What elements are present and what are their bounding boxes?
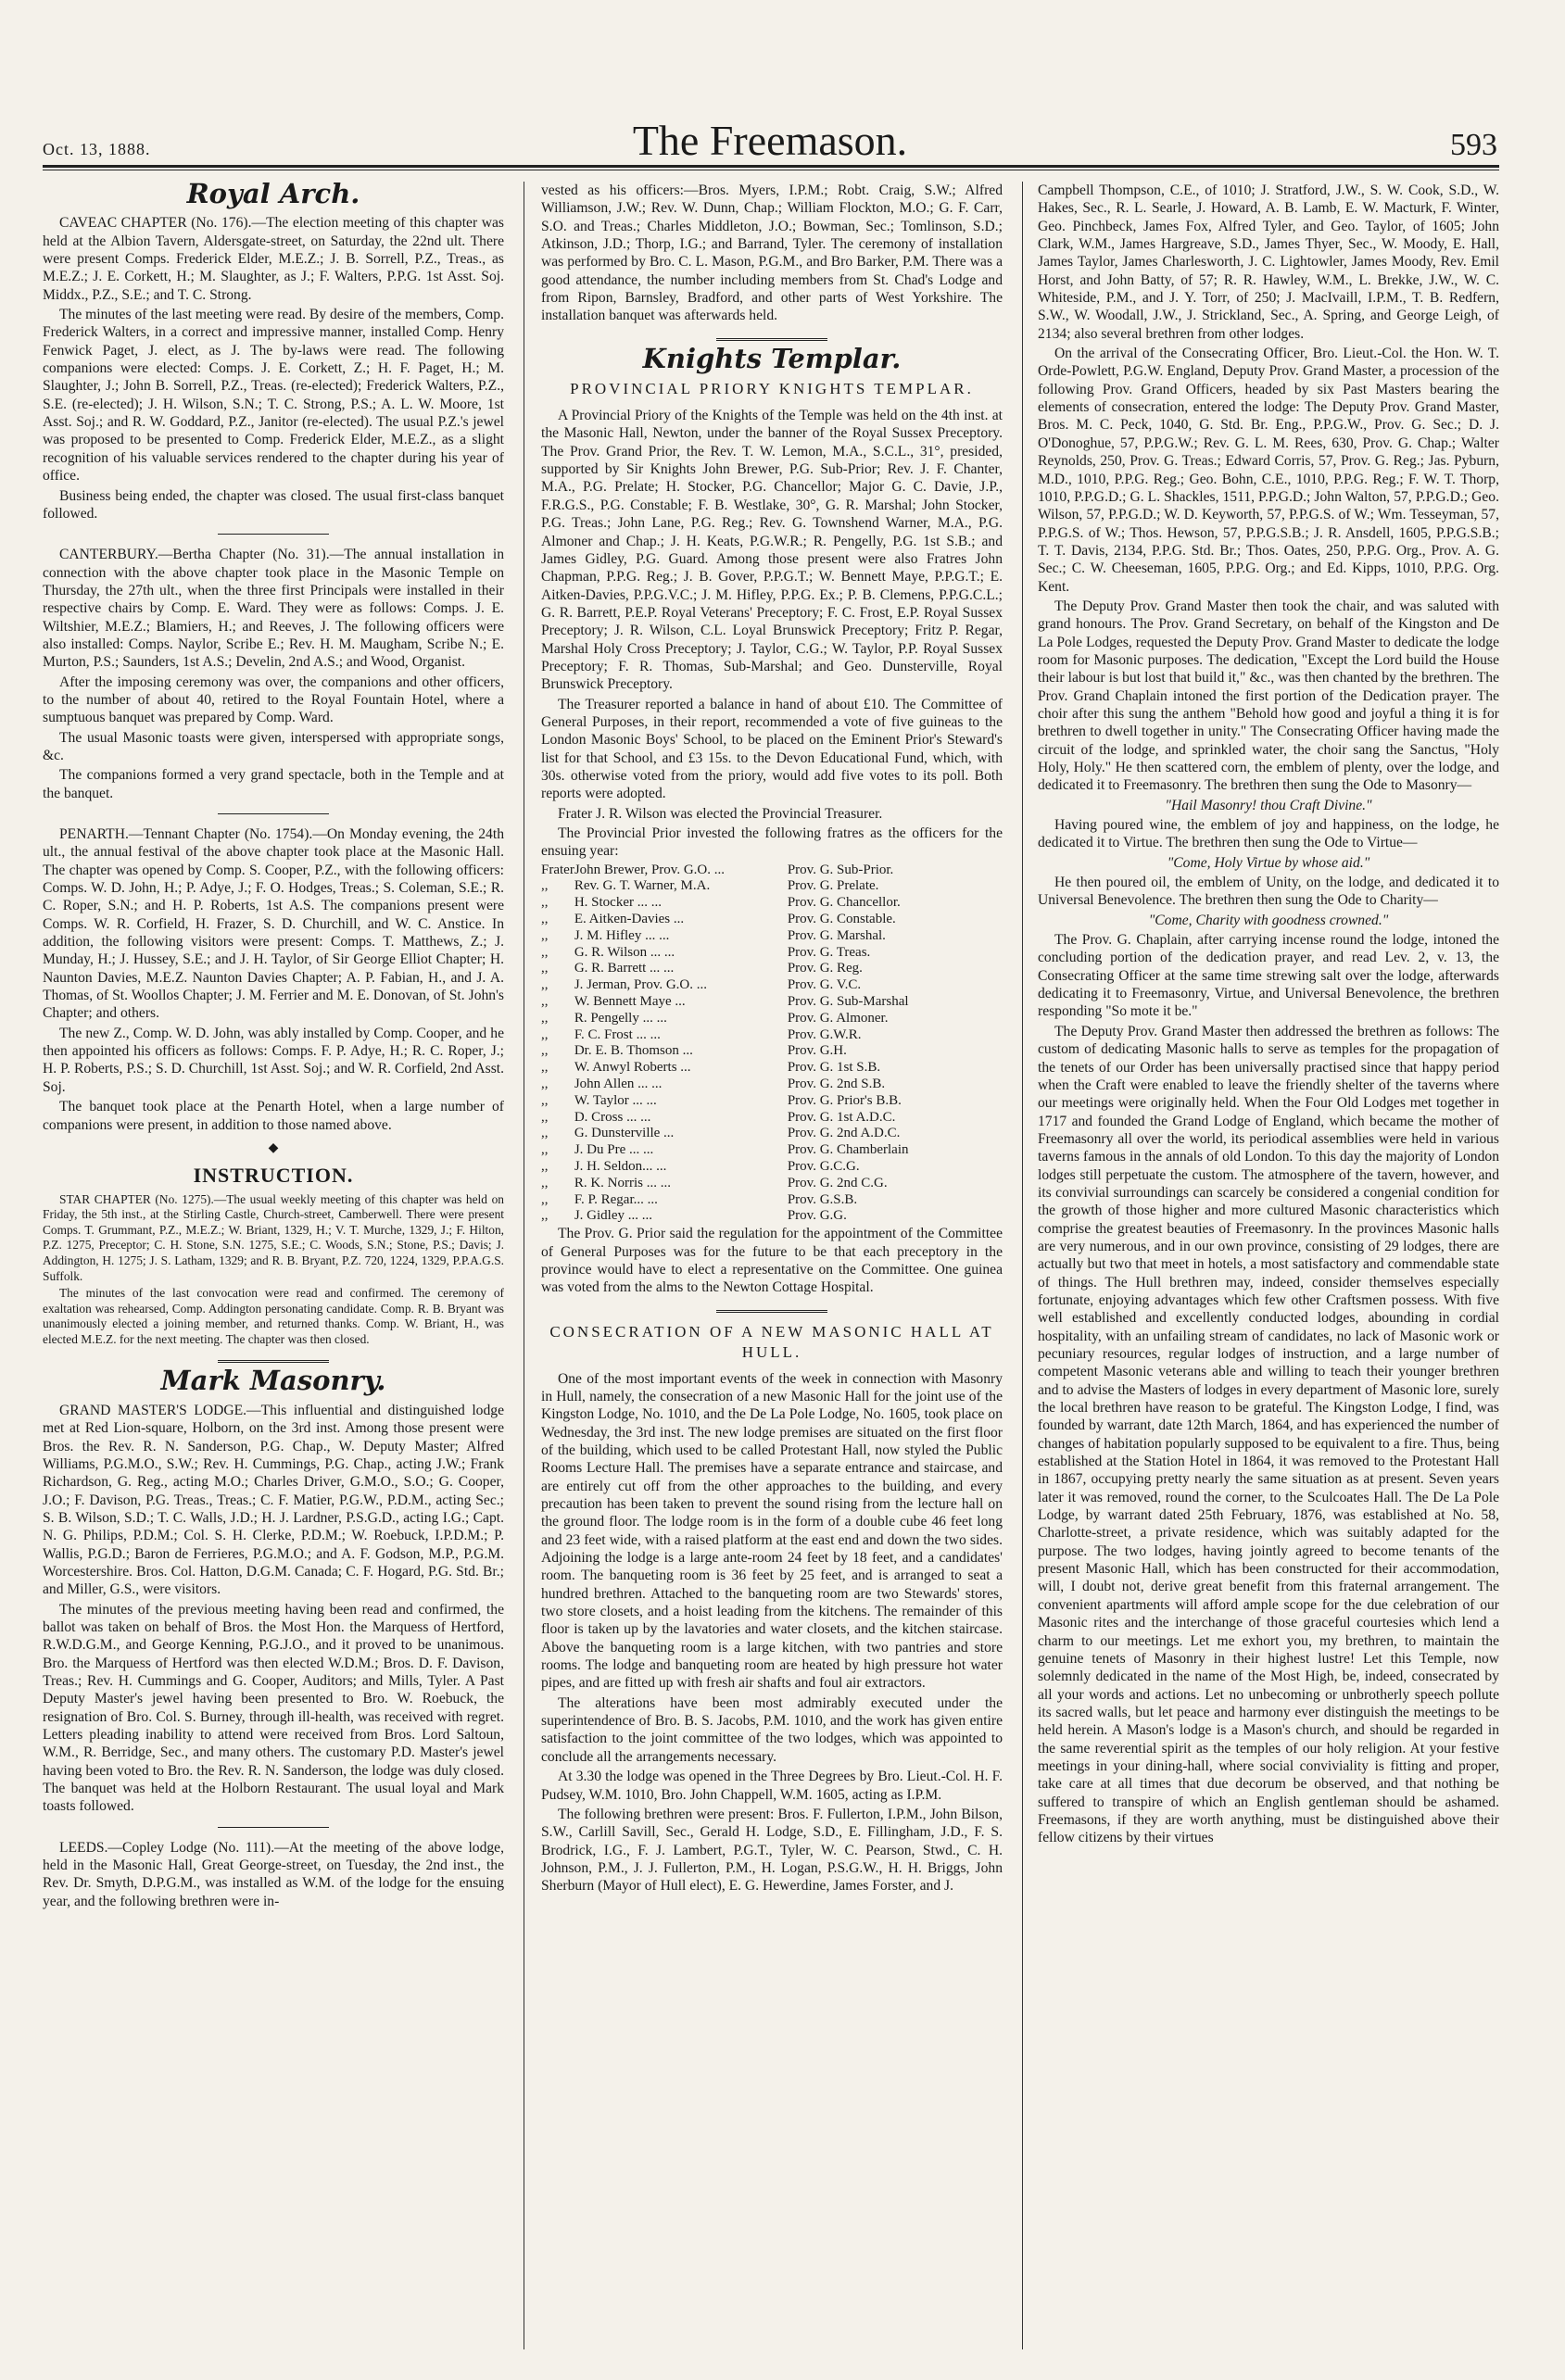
- article-paragraph: STAR CHAPTER (No. 1275).—The usual weekly meeting of this chapter was held on Friday, the 5th inst., at the Stirling Castle, Church-street, Camberwell. There were present Comps. T. Grummant, P.Z., M.E.Z.; W. Briant, 1329, H.; V. T. Murche, 1329, J.; F. Hilton, P.Z. 1275, Preceptor; C. H. Stone, S.N. 1275, S.E.; C. Woods, S.N.; Stone, P.S.; Davis; J. Addington, H. 1275; J. S. Latham, 1329; and R. B. Bryant, P.Z. 720, 1224, 1329, P.P.A.G.S. Suffolk.: [43, 1191, 504, 1283]
- officer-office: Prov. G.S.B.: [787, 1191, 858, 1207]
- article-paragraph: The Deputy Prov. Grand Master then addressed the brethren as follows: The custom of dedicating Masonic halls to serve as temples for the propagation of the tenets of our Order has been universally practised since that happy period when the Craft were enabled to leave the friendly shelter of the taverns where our meetings were originally held. When the Four Old Lodges met together in 1717 and founded the Grand Lodge of England, which became the mother of Freemasonry all over the world, its periodical assemblies were held in various taverns famous in the annals of old London. To this day the majority of London lodges still perpetuate the custom. The atmosphere of the tavern, however, and its convivial surroundings can scarcely be considered a congenial condition for the growth of those higher and more cultured Masonic characteristics which comprise the greatest beauties of Freemasonry. In the provinces Masonic halls are very numerous, and in our own province, consisting of 29 lodges, there are actually but two that meet in hotels, a most satisfactory and commendable state of things. The Hull brethren may, indeed, consider themselves especially fortunate, enjoying advantages which few other Craftsmen possess. With five well established and excellently conducted lodges, abounding in cordial hospitality, with an unfailing stream of candidates, no lack of Masonic work or pecuniary resources, regular lodges of instruction, and a large number of competent Masonic veterans able and willing to teach their younger brethren and to advise the Masters of lodges in every department of Masonic lore, surely the local brethren have reason to be grateful. The Kingston Lodge, I find, was founded by warrant, date 12th March, 1864, and has experienced the number of changes of habitation popularly supposed to be equivalent to a fire. Thus, being established at the Station Hotel in 1864, it was removed to the Protestant Hall in 1867, occupying pretty nearly the same situation as at present. Seven years later it was removed, round the corner, to the Sculcoates Hall. The De La Pole Lodge, by warrant dated 25th February, 1876, was established at No. 58, Charlotte-street, a private residence, which was suitably adapted for the purpose. The two lodges, having jointly agreed to become tenants of the present Masonic Hall, which has been constructed for their accommodation, will, I doubt not, derive great benefit from this fraternal arrangement. The convenient apartments will afford ample scope for the due celebration of our Masonic rites and the interchange of those graceful courtesies which lend a charm to our meetings. Let me exhort you, my brethren, to maintain the genuine tenets of Masonry in their highest lustre! Let this Temple, now solemnly dedicated in the name of the Most High, be, indeed, consecrated by all your words and actions. Let no unbecoming or unbrotherly speech pollute its sacred walls, but let peace and harmony ever distinguish the meetings to be held herein. A Mason's lodge is a Mason's church, and should be regarded in the same reverential spirit as the temples of our holy religion. At your festive meetings in your dining-hall, where social conviviality is fitting and proper, take care at all times that due decorum be observed, and that nothing be suffered to transpire of which an English gentleman should be ashamed. Freemasons, if they are worth anything, must be distinguished above their fellow citizens by their virtues: [1038, 1023, 1499, 1846]
- article-paragraph: The usual Masonic toasts were given, interspersed with appropriate songs, &c.: [43, 729, 504, 763]
- section-heading-instruction: INSTRUCTION.: [193, 1164, 354, 1188]
- officer-office: Prov. G. Sub-Prior.: [787, 862, 894, 877]
- officer-prefix: ,,: [541, 1159, 549, 1175]
- officer-row: [541, 1142, 1003, 1159]
- officer-prefix: ,,: [541, 1191, 549, 1207]
- officer-prefix: ,,: [541, 1126, 549, 1141]
- officer-office: Prov. G.H.: [787, 1043, 847, 1059]
- officer-prefix: ,,: [541, 1026, 549, 1042]
- officer-row: [541, 961, 1003, 977]
- article-paragraph: CANTERBURY.—Bertha Chapter (No. 31).—The annual installation in connection with the above chapter took place in the Masonic Temple on Thursday, the 27th ult., when the three first Principals were installed in their respective chairs by Comp. E. Ward. They were as follows: Comps. J. E. Wiltshier, M.E.Z.; Blamiers, H.; and Reeves, J. The following officers were also installed: Comps. Naylor, Scribe E.; Rev. H. M. Maugham, Scribe N.; E. Murton, P.S.; Saunders, 1st A.S.; Develin, 2nd A.S.; and Wood, Organist.: [43, 547, 504, 671]
- article-paragraph: The Provincial Prior invested the following fratres as the officers for the ensuing year:: [541, 825, 1003, 860]
- article-paragraph: The minutes of the last convocation were read and confirmed. The ceremony of exaltation was rehearsed, Comp. Addington personating candidate. Comp. R. B. Bryant was unanimously elected a joining member, and returned thanks. Comp. W. Briant, H., was elected M.E.Z. for the next meeting. The chapter was then closed.: [43, 1286, 504, 1346]
- officer-row: [541, 994, 1003, 1011]
- article-paragraph: At 3.30 the lodge was opened in the Three Degrees by Bro. Lieut.-Col. H. F. Pudsey, W.M. 1010, Bro. John Chappell, W.M. 1605, acting as I.P.M.: [541, 1769, 1003, 1803]
- officer-prefix: ,,: [541, 961, 549, 976]
- article-paragraph: Frater J. R. Wilson was elected the Provincial Treasurer.: [558, 805, 883, 822]
- article-paragraph: The alterations have been most admirably executed under the superintendence of Bro. B. S. Jacobs, P.M. 1010, and the work has given entire satisfaction to the joint committee of the two lodges, which was appointed to conclude all the arrangements necessary.: [541, 1694, 1003, 1765]
- officer-prefix: ,,: [541, 1077, 549, 1092]
- officer-office: Prov. G. 1st A.D.C.: [787, 1109, 896, 1125]
- officer-name: J. M. Hifley ... ...: [574, 927, 670, 943]
- article-paragraph: The Prov. G. Prior said the regulation for the appointment of the Committee of General Purposes was for the future to be that each preceptory in the province would have to elect a representative on the Committee. One guinea was voted from the alms to the Newton Cottage Hospital.: [541, 1226, 1003, 1296]
- officer-office: Prov. G. Chancellor.: [787, 895, 901, 911]
- officer-prefix: ,,: [541, 977, 549, 993]
- officer-prefix: ,,: [541, 1208, 549, 1224]
- officer-prefix: ,,: [541, 1043, 549, 1059]
- officer-name: J. Gidley ... ...: [574, 1208, 652, 1224]
- page-header: [43, 117, 1497, 164]
- separator: [218, 813, 329, 814]
- officer-office: Prov. G. Constable.: [787, 912, 896, 927]
- column-3: [1038, 182, 1499, 1849]
- article-heading-provincial-priory: PROVINCIAL PRIORY KNIGHTS TEMPLAR.: [570, 380, 974, 398]
- section-heading-knights-templar: Knights Templar.: [642, 342, 902, 374]
- officer-prefix: ,,: [541, 927, 549, 943]
- ode-line: "Come, Holy Virtue by whose aid.": [1167, 854, 1370, 871]
- officer-row: [541, 1110, 1003, 1127]
- article-heading-hull-consecration: CONSECRATION OF A NEW MASONIC HALL AT HULL.: [549, 1322, 994, 1361]
- officer-name: R. Pengelly ... ...: [574, 1010, 667, 1026]
- page-number: 593: [1450, 128, 1497, 162]
- officer-row: [541, 1027, 1003, 1044]
- officer-office: Prov. G. Prior's B.B.: [787, 1092, 902, 1108]
- separator: [218, 534, 329, 535]
- officer-row: [541, 1093, 1003, 1110]
- article-paragraph: The minutes of the last meeting were read. By desire of the members, Comp. Frederick Walters, in a correct and impressive manner, installed Comp. Henry Fenwick Paget, J. elect, as J. The by-laws were read. The following companions were elected: Comps. J. E. Corkett, Z.; H. F. Paget, H.; M. Slaughter, J.; John B. Sorrell, P.Z., Treas. (re-elected); Frederick Walters, P.Z., S.E. (re-elected); J. H. Wilson, S.N.; T. C. Strong, P.S.; A. L. W. Moore, 1st Asst. Soj.; and R. W. Goddard, P.Z., Janitor (re-elected). The usual P.Z.'s jewel was proposed to be presented to Comp. Frederick Elder, M.E.Z., as a slight recognition of his valuable services rendered to the chapter during his year of office.: [43, 307, 504, 485]
- officer-prefix: ,,: [541, 1060, 549, 1076]
- officer-row: [541, 863, 1003, 879]
- officer-row: [541, 1176, 1003, 1192]
- officer-office: Prov. G.C.G.: [787, 1159, 860, 1175]
- officer-prefix: ,,: [541, 878, 549, 894]
- section-heading-mark-masonry: Mark Masonry.: [160, 1365, 386, 1397]
- officer-row: [541, 1159, 1003, 1176]
- article-paragraph: The banquet took place at the Penarth Hotel, when a large number of companions were present, in addition to those named above.: [43, 1099, 504, 1133]
- officer-row: [541, 977, 1003, 994]
- officer-name: E. Aitken-Davies ...: [574, 912, 685, 927]
- officer-name: G. Dunsterville ...: [574, 1126, 675, 1141]
- double-separator: [716, 338, 827, 341]
- officer-row: [541, 1060, 1003, 1077]
- article-paragraph: Having poured wine, the emblem of joy and happiness, on the lodge, he dedicated it to Virtue. The brethren then sung the Ode to Virtue—: [1038, 817, 1499, 851]
- officer-row: [541, 1208, 1003, 1225]
- officer-prefix: ,,: [541, 1010, 549, 1026]
- section-heading-royal-arch: Royal Arch.: [186, 178, 360, 209]
- double-separator: [218, 1360, 329, 1363]
- officer-name: G. R. Barrett ... ...: [574, 961, 675, 976]
- officer-office: Prov. G.G.: [787, 1208, 847, 1224]
- officer-name: F. P. Regar... ...: [574, 1191, 658, 1207]
- officer-row: [541, 945, 1003, 962]
- officer-row: [541, 1011, 1003, 1027]
- officer-name: J. H. Seldon... ...: [574, 1159, 667, 1175]
- officer-name: J. Du Pre ... ...: [574, 1142, 654, 1158]
- officer-name: W. Taylor ... ...: [574, 1092, 657, 1108]
- article-paragraph: After the imposing ceremony was over, the companions and other officers, to the number of about 40, retired to the Royal Fountain Hotel, where a sumptuous banquet was prepared by Comp. Ward.: [43, 674, 504, 726]
- article-paragraph: vested as his officers:—Bros. Myers, I.P.M.; Robt. Craig, S.W.; Alfred Williamson, J.W.; Rev. W. Dunn, Chap.; William Flockton, M.O.; G. F. Carr, S.O. and Treas.; Charles Middleton, J.O.; Bowman, Sec.; Tomlinson, S.D.; Atkinson, J.D.; Thorp, I.G.; and Barrand, Tyler. The ceremony of installation was performed by Bro. C. L. Mason, P.G.M., and Bro Barker, P.M. There was a good attendance, the number including members from St. Chad's Lodge and from Ripon, Barnsley, Bradford, and other parts of West Yorkshire. The installation banquet was afterwards held.: [541, 183, 1003, 324]
- officer-prefix: ,,: [541, 994, 549, 1010]
- officer-prefix: ,,: [541, 944, 549, 960]
- officer-office: Prov. G. Chamberlain: [787, 1142, 909, 1158]
- issue-date: Oct. 13, 1888.: [43, 140, 151, 158]
- officer-name: Dr. E. B. Thomson ...: [574, 1043, 693, 1059]
- officer-office: Prov. G. Treas.: [787, 944, 871, 960]
- officer-row: [541, 928, 1003, 945]
- separator: [218, 1827, 329, 1828]
- officer-prefix: ,,: [541, 895, 549, 911]
- officer-office: Prov. G.W.R.: [787, 1026, 862, 1042]
- article-paragraph: The minutes of the previous meeting having been read and confirmed, the ballot was taken on behalf of Bros. the Most Hon. the Marquess of Hertford, R.W.D.G.M., and George Kenning, P.G.J.O., and it proved to be unanimous. Bro. the Marquess of Hertford was then elected W.D.M.; Bros. D. F. Davison, Treas.; Rev. H. Cummings and G. Cooper, Auditors; and Mills, Tyler. A Past Deputy Master's jewel having been presented to Bro. W. Roebuck, the resignation of Bro. Col. S. Burney, through ill-health, was received with regret. Letters pleading inability to attend were received from Bros. Lord Saltoun, W.M., R. Berridge, Sec., and many others. The customary P.D. Master's jewel having been voted to Bro. the Rev. R. N. Sanderson, the lodge was duly closed. The banquet was held at the Holborn Restaurant. The usual loyal and Mark toasts followed.: [43, 1601, 504, 1815]
- officer-row: [541, 1126, 1003, 1142]
- officer-office: Prov. G. V.C.: [787, 977, 862, 993]
- diamond-ornament: ◆: [268, 1140, 279, 1155]
- officer-prefix: ,,: [541, 1092, 549, 1108]
- article-paragraph: PENARTH.—Tennant Chapter (No. 1754).—On Monday evening, the 24th ult., the annual festival of the above chapter took place at the Masonic Hall. The chapter was opened by Comp. S. Cooper, P.Z., with the following officers: Comps. W. D. John, H.; P. Adye, J.; F. O. Hodges, Treas.; S. Coleman, S.E.; R. C. Roper, S.N.; and H. P. Roberts, 1st A.S. The companions present were Comps. W. R. Corfield, H. Frazer, S. D. Churchill, and W. C. Anstice. In addition, the following visitors were present: Comps. T. Matthews, Z.; J. Munday, H.; J. Hussey, S.E.; and J. H. Taylor, of Sir George Elliot Chapter; H. Naunton Davies, M.E.Z. Naunton Davies Chapter; A. P. Fabian, H., and J. A. Thomas, of St. Woollos Chapter; J. M. Ferrier and M. E. Donovan, of St. John's Chapter; and others.: [43, 826, 504, 1022]
- officer-office: Prov. G. Almoner.: [787, 1010, 889, 1026]
- officer-row: [541, 1043, 1003, 1060]
- officer-row: [541, 895, 1003, 912]
- double-separator: [716, 1310, 827, 1313]
- officer-office: Prov. G. Marshal.: [787, 927, 886, 943]
- ode-line: "Come, Charity with goodness crowned.": [1148, 912, 1389, 928]
- article-paragraph: Campbell Thompson, C.E., of 1010; J. Stratford, J.W., S. W. Cook, S.D., W. Hakes, Sec., R. L. Searle, J. Howard, A. B. Lamb, E. W. Macturk, F. Winter, Geo. Pinchbeck, James Fox, Alfred Tyler, and Geo. Taylor, of 1605; John Clark, W.M., James Hargreave, S.D., James Thyer, Sec., W. Moody, E. Hall, James Taylor, James Charlesworth, J. C. Lightowler, James Moody, Rev. Emil Horst, and John Batty, of 57; R. R. Hawley, W.M., L. Brekke, J.W., W. C. Whiteside, P.M., and J. Y. Torr, of 250; J. MacIvaill, I.P.M., T. B. Redfern, S.W., W. Woodall, J.W., J. Strickland, Sec., A. Spring, and George Leigh, of 2134; also several brethren from other lodges.: [1038, 183, 1499, 342]
- officer-row: [541, 912, 1003, 928]
- officer-office: Prov. G. Prelate.: [787, 878, 879, 894]
- officers-table: [541, 863, 1003, 1226]
- officer-name: D. Cross ... ...: [574, 1109, 651, 1125]
- officer-name: Rev. G. T. Warner, M.A.: [574, 878, 711, 894]
- officer-office: Prov. G. Reg.: [787, 961, 863, 976]
- article-paragraph: The Prov. G. Chaplain, after carrying incense round the lodge, intoned the concluding portion of the dedication prayer, and read Lev. 2, v. 13, the Consecrating Officer at the same time strewing salt over the lodge, afterwards dedicating it to Freemasonry, Virtue, and Universal Benevolence, the brethren responding "So mote it be.": [1038, 932, 1499, 1020]
- officer-office: Prov. G. 2nd A.D.C.: [787, 1126, 901, 1141]
- officer-name: H. Stocker ... ...: [574, 895, 662, 911]
- masthead-title: The Freemason.: [632, 117, 908, 164]
- officer-office: Prov. G. 1st S.B.: [787, 1060, 881, 1076]
- header-rule: [43, 165, 1499, 168]
- officer-office: Prov. G. Sub-Marshal: [787, 994, 909, 1010]
- article-paragraph: The Deputy Prov. Grand Master then took the chair, and was saluted with grand honours. The Prov. Grand Secretary, on behalf of the Kingston and De La Pole Lodges, requested the Deputy Prov. Grand Master to dedicate the lodge room for Masonic purposes. The dedication, "Except the Lord build the House their labour is but lost that build it," &c., was then chanted by the brethren. The Prov. Grand Chaplain intoned the first portion of the Dedication prayer. The choir after this sung the anthem "Behold how good and joyful a thing it is for brethren to dwell together in unity." The Consecrating Officer having made the circuit of the lodge, and sprinkled water, the choir sang the Sanctus, "Holy Holy, Holy." He then scattered corn, the emblem of plenty, over the lodge, and dedicated it to Freemasonry. The brethren then sung the Ode to Masonry—: [1038, 598, 1499, 794]
- column-2: [541, 182, 1003, 1897]
- article-paragraph: One of the most important events of the week in connection with Masonry in Hull, namely, the consecration of a new Masonic Hall for the joint use of the Kingston Lodge, No. 1010, and the De La Pole Lodge, No. 1605, took place on Wednesday, the 3rd inst. The new lodge premises are situated on the first floor of the building, which used to be called Protestant Hall, now styled the Public Rooms Lecture Hall. The premises have a separate entrance and staircase, and are entirely cut off from the other approaches to the building, and every precaution has been taken to prevent the sound rising from the lecture hall on the ground floor. The lodge room is in the form of a double cube 46 feet long and 23 feet wide, with a raised platform at the east end and down the two sides. Adjoining the lodge is a large ante-room 24 feet by 18 feet, and a candidates' room. The banqueting room is 36 feet by 25 feet, and is arranged to seat a hundred brethren. Attached to the banqueting room are two Stewards' stores, two store closets, and a hoist leading from the kitchens. The remainder of this floor is taken up by the lavatories and water closets, and the kitchen staircase. Above the banqueting room is a large kitchen, with two pantries and store rooms. The lodge and banqueting room are heated by high pressure hot water pipes, and are fitted up with fresh air shafts and foul air extractors.: [541, 1370, 1003, 1692]
- officer-name: W. Anwyl Roberts ...: [574, 1060, 691, 1076]
- officer-prefix: ,,: [541, 912, 549, 927]
- officer-name: G. R. Wilson ... ...: [574, 944, 675, 960]
- article-paragraph: The Treasurer reported a balance in hand of about £10. The Committee of General Purposes, in their report, recommended a vote of five guineas to the London Masonic Boys' School, to be placed on the Eminent Prior's Steward's list for that School, and £3 15s. to the Devon Educational Fund, which, with 30s. otherwise voted from the priory, would add five votes to its poll. Both reports were adopted.: [541, 696, 1003, 802]
- column-1: [43, 178, 504, 1912]
- article-paragraph: On the arrival of the Consecrating Officer, Bro. Lieut.-Col. the Hon. W. T. Orde-Powlett, P.G.W. England, Deputy Prov. Grand Master, a procession of the following Prov. Grand Officers, headed by six Past Masters bearing the elements of consecration, entered the lodge: The Deputy Prov. Grand Master, Bros. M. C. Peck, 1040, G. Std. Br. Eng., P.P.G.W., Prov. G. Sec.; D. J. O'Donoghue, 57, P.P.G.W.; Rev. G. L. M. Rees, 630, Prov. G. Chap.; Walter Reynolds, 250, Prov. G. Treas.; Edward Corris, 57, Prov. G. Reg.; Jas. Pyburn, M.D., 1010, P.P.G. Reg.; Geo. Bohn, C.E., 1010, P.P.G. Reg.; F. W. T. Thorp, 1010, P.P.G.D.; G. L. Shackles, 1511, P.P.G.D.; John Walton, 57, P.P.G.D.; Geo. Wilson, 57, P.P.G.D.; W. D. Keyworth, 57, P.P.G.S. of W.; Wm. Tesseyman, 57, P.P.G.S. of W.; Thos. Hewson, 57, P.P.G.S.B.; J. R. Ansdell, 1605, P.P.G.S.B.; T. T. Davis, 2134, P.P.G. Std. Br.; Thos. Oates, 250, P.P.G. Org., Prov. A. G. Sec.; C. W. Cheeseman, 1605, P.P.G. Org.; and Ed. Kipps, 1010, P.P.G. Org. Kent.: [1038, 346, 1499, 595]
- officer-office: Prov. G. 2nd S.B.: [787, 1077, 886, 1092]
- article-paragraph: Business being ended, the chapter was closed. The usual first-class banquet followed.: [43, 487, 504, 522]
- article-paragraph: The companions formed a very grand spectacle, both in the Temple and at the banquet.: [43, 767, 504, 801]
- column-divider: [1022, 182, 1023, 2349]
- article-paragraph: The new Z., Comp. W. D. John, was ably installed by Comp. Cooper, and he then appointed his officers as follows: Comps. F. P. Adye, H.; R. C. Roper, J.; H. P. Roberts, P.S.; S. D. Churchill, 1st Asst. Soj.; and W. R. Corfield, 2nd Asst. Soj.: [43, 1025, 504, 1095]
- officer-prefix: Frater: [541, 862, 574, 877]
- officer-office: Prov. G. 2nd C.G.: [787, 1175, 888, 1190]
- ode-line: "Hail Masonry! thou Craft Divine.": [1165, 797, 1372, 813]
- officer-name: John Brewer, Prov. G.O. ...: [574, 862, 725, 877]
- article-paragraph: GRAND MASTER'S LODGE.—This influential and distinguished lodge met at Red Lion-square, Holborn, on the 3rd inst. Among those present were Bros. the Rev. R. N. Sanderson, P.G. Chap., W. Deputy Master; Alfred Williams, P.G.M.O., S.W.; Rev. H. Cummings, P.G. Chap., acting J.W.; Frank Richardson, G. Reg., acting M.O.; Charles Driver, G.M.O., S.O.; G. Cooper, J.O.; F. Davison, P.G. Treas., Treas.; C. F. Matier, P.G.W., P.D.M., acting Sec.; S. B. Wilson, S.D.; T. C. Walls, J.D.; H. J. Lardner, P.S.G.D., acting I.G.; Capt. N. G. Philips, P.D.M.; Col. S. H. Clerke, P.D.M.; W. Roebuck, I.P.D.M.; P. Wallis, P.G.D.; Baron de Ferrieres, P.G.M.O.; and A. F. Godson, M.P., P.G.M. Worcestershire. Bros. Col. Hatton, D.G.M. Canada; C. F. Hogard, P.G. Std. Br.; and Miller, G.S., were visitors.: [43, 1402, 504, 1598]
- officer-prefix: ,,: [541, 1142, 549, 1158]
- officer-prefix: ,,: [541, 1175, 549, 1190]
- officer-row: [541, 1192, 1003, 1209]
- officer-row: [541, 1077, 1003, 1093]
- article-paragraph: A Provincial Priory of the Knights of the Temple was held on the 4th inst. at the Masonic Hall, Newton, under the banner of the Royal Sussex Preceptory. The Prov. Grand Prior, the Rev. T. W. Lemon, M.A., S.C.L., 31°, presided, supported by Sir Knights John Brewer, P.G. Sub-Prior; Rev. J. F. Chanter, M.A., P.G. Prelate; H. Stocker, P.G. Chancellor; Major G. C. Davie, J.P., F.R.G.S., P.G. Constable; F. B. Westlake, 30°, G. R. Marshal; John Stocker, P.G. Treas.; John Lane, P.G. Reg.; Rev. G. Townshend Warner, M.A., P.G. Almoner and Chap.; J. H. Keats, P.G.W.R.; R. Pengelly, P.G. 1st S.B.; and James Gidley, P.G. Guard. Among those present were also Fratres John Chapman, P.P.G. Reg.; J. B. Gover, P.P.G.T.; W. Bennett Maye, P.P.G.T.; E. Aitken-Davies, P.P.G.V.C.; J. M. Hifley, P.P.G. Ex.; P. B. Clemens, P.P.G.C.L.; G. R. Barrett, P.E.P. Royal Veterans' Preceptory; F. C. Frost, E.P. Royal Sussex Preceptory; J. R. Wilson, C.L. Loyal Brunswick Preceptory; Fritz P. Regar, Marshal Holy Cross Preceptory; J. Taylor, C.G.; W. Taylor, P.P. Royal Sussex Preceptory; F. R. Thomas, Sub-Marshal; and Geo. Dunsterville, Royal Brunswick Preceptory.: [541, 408, 1003, 693]
- officer-name: R. K. Norris ... ...: [574, 1175, 671, 1190]
- officer-row: [541, 878, 1003, 895]
- officer-name: F. C. Frost ... ...: [574, 1026, 661, 1042]
- officer-name: John Allen ... ...: [574, 1077, 663, 1092]
- article-paragraph: The following brethren were present: Bros. F. Fullerton, I.P.M., John Bilson, S.W., Carlill Savill, Sec., Gerald H. Lodge, S.D., E. Fillingham, J.D., F. S. Brodrick, I.G., F. J. Lambert, P.G.T., Tyler, W. C. Pearson, Stwd., C. H. Johnson, P.M., J. J. Fullerton, P.M., H. Logan, P.S.G.W., H. H. Briggs, John Sherburn (Mayor of Hull elect), E. G. Hewerdine, James Forster, and J.: [541, 1806, 1003, 1895]
- article-paragraph: CAVEAC CHAPTER (No. 176).—The election meeting of this chapter was held at the Albion Tavern, Aldersgate-street, on Saturday, the 22nd ult. There were present Comps. Frederick Elder, M.E.Z.; J. B. Sorrell, P.Z., Treas., as M.E.Z.; J. E. Corkett, H.; M. Slaughter, as J.; F. Walters, P.P.G. 1st Asst. Soj. Middx., P.Z., S.E.; and T. C. Strong.: [43, 215, 504, 303]
- officer-name: J. Jerman, Prov. G.O. ...: [574, 977, 708, 993]
- article-paragraph: He then poured oil, the emblem of Unity, on the lodge, and dedicated it to Universal Benevolence. The brethren then sung the Ode to Charity—: [1038, 875, 1499, 909]
- officer-name: W. Bennett Maye ...: [574, 994, 686, 1010]
- article-paragraph: LEEDS.—Copley Lodge (No. 111).—At the meeting of the above lodge, held in the Masonic Hall, Great George-street, on Tuesday, the 2nd inst., the Rev. Dr. Smyth, D.P.G.M., was installed as W.M. of the lodge for the ensuing year, and the following brethren were in-: [43, 1839, 504, 1909]
- officer-prefix: ,,: [541, 1109, 549, 1125]
